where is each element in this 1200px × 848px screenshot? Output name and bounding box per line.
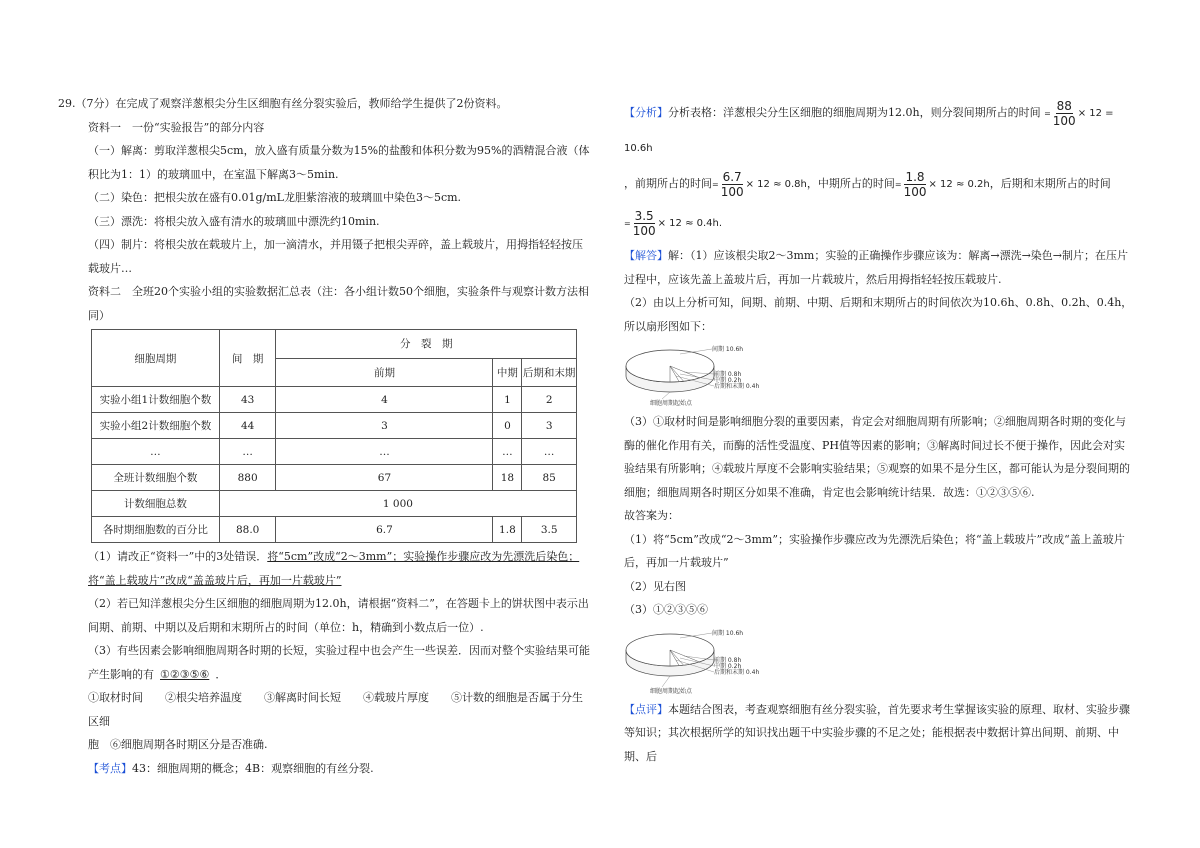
jieda-tag: 【解答】 — [624, 249, 668, 262]
pie-label-interphase: 间期 10.6h — [712, 346, 744, 353]
answer-blank-3: ①②③⑤⑥ — [160, 667, 210, 681]
answer-title: 故答案为： — [624, 509, 679, 522]
data-table — [91, 329, 577, 543]
table-row: 实验小组1计数细胞个数 43 4 1 2 — [92, 387, 577, 413]
fraction-metaphase: $\frac{1.8}{100}$ — [903, 169, 927, 199]
material2-title: 资料二 全班20个实验小组的实验数据汇总表（注：各小组计数50个细胞，实验条件与观察计数方法相同） — [88, 285, 589, 322]
pie-label-anaphase: 后期和末期 0.4h — [714, 383, 760, 390]
pie-chart-2 — [624, 626, 774, 696]
analysis-intro: 【分析】分析表格：洋葱根尖分生区细胞的细胞周期为12.0h，则分裂间期所占的时间 = $\frac{88}{100}$ × 12 = 10.6h — [624, 98, 1114, 154]
fraction-prophase: $\frac{6.7}{100}$ — [720, 169, 744, 199]
pie-chart-1 — [624, 342, 774, 408]
step-dissociation: （一）解离：剪取洋葱根尖5cm，放入盛有质量分数为15%的盐酸和体积分数为95%的酒精混合液（体积比为1：1）的玻璃皿中，在室温下解离3～5min. — [88, 144, 590, 181]
question-column — [58, 92, 592, 780]
fraction-interphase: $\frac{88}{100}$ — [1052, 98, 1076, 128]
table-row: 计数细胞总数 1 000 — [92, 491, 577, 517]
subquestion-1-cont: 将“盖上载玻片”改成“盖盖玻片后，再加一片载玻片” — [88, 573, 342, 587]
question-header: 29.（7分）在完成了观察洋葱根尖分生区细胞有丝分裂实验后，教师给学生提供了2份资料。 — [58, 97, 508, 110]
table-row: 各时期细胞数的百分比 88.0 6.7 1.8 3.5 — [92, 517, 577, 543]
fraction-anaphase: $\frac{3.5}{100}$ — [632, 208, 656, 238]
jieda-3: （3）①取材时间是影响细胞分裂的重要因素，肯定会对细胞周期有所影响；②细胞周期各时期的变化与酶的催化作用有关，而酶的活性受温度、PH值等因素的影响；③解离时间过长不便于操作，因此会对实验结果有所影响；④载玻片厚度不会影响实验结果；⑤观察的如果不是分生区，都可能认为是分裂间期的细胞；细胞周期各时期区分如果不准确，肯定也会影响统计结果．故选：①②③⑤⑥. — [624, 415, 1130, 499]
header-cycle: 细胞周期 — [92, 330, 220, 387]
pie-slices — [626, 349, 714, 399]
answer-blank-1: 将“5cm”改成“2～3mm”；实验操作步骤应改为先漂洗后染色； — [267, 550, 580, 563]
header-anaphase: 后期和末期 — [522, 358, 577, 387]
pie-leader-line — [662, 676, 670, 687]
jieda-1: 【解答】解：（1）应该根尖取2～3mm；实验的正确操作步骤应该为：解离→漂洗→染色→制片；在压片过程中，应该先盖上盖玻片后，再加一片载玻片，然后用拇指轻轻按压载玻片. — [624, 249, 1129, 286]
dianping-tag: 【点评】 — [624, 702, 668, 716]
kaodian: 【考点】43：细胞周期的概念；4B：观察细胞的有丝分裂. — [88, 761, 374, 775]
analysis-line-2: ，前期所占的时间= $\frac{6.7}{100}$ × 12 ≈ 0.8h，中期所占的时间= $\frac{1.8}{100}$ × 12 ≈ 0.2h，后期和末期所占的时间 — [624, 169, 1111, 199]
step-slide-making: （四）制片：将根尖放在载玻片上，加一滴清水，并用镊子把根尖弄碎，盖上载玻片，用拇指轻轻按压载玻片… — [88, 238, 583, 275]
answer-2: （2）见右图 — [624, 579, 686, 593]
pie-slices — [626, 633, 714, 687]
step-staining: （二）染色：把根尖放在盛有0.01g/mL龙胆紫溶液的玻璃皿中染色3～5cm. — [88, 191, 462, 204]
table-row: 实验小组2计数细胞个数 44 3 0 3 — [92, 413, 577, 439]
table-row: … … … … … — [92, 439, 577, 465]
kaodian-tag: 【考点】 — [88, 761, 132, 775]
jieda-2: （2）由以上分析可知，间期、前期、中期、后期和末期所占的时间依次为10.6h、0.8h、0.2h、0.4h，所以扇形图如下： — [624, 296, 1133, 333]
pie-label-metaphase: 中期 0.2h — [714, 377, 742, 384]
analysis-column — [624, 96, 1134, 768]
subquestion-1: （1）请改正“资料一”中的3处错误．将“5cm”改成“2～3mm”；实验操作步骤应改为先漂洗后染色； — [88, 550, 580, 563]
pie-label-prophase: 前期 0.8h — [714, 656, 742, 664]
header-interphase: 间 期 — [219, 330, 276, 387]
header-prophase: 前期 — [276, 358, 493, 387]
dianping: 【点评】本题结合图表，考查观察细胞有丝分裂实验，首先要求考生掌握该实验的原理、取材、实验步骤等知识；其次根据所学的知识找出题干中实验步骤的不足之处；能根据表中数据计算出间期、前期、中期、后 — [624, 702, 1130, 763]
pie-caption: 细胞周期起始点 — [650, 400, 693, 407]
pie-label-interphase: 间期 10.6h — [712, 629, 744, 637]
subquestion-3: （3）有些因素会影响细胞周期各时期的长短，实验过程中也会产生一些误差．因而对整个实验结果可能产生影响的有 ①②③⑤⑥ ． — [88, 644, 590, 681]
subquestion-2: （2）若已知洋葱根尖分生区细胞的细胞周期为12.0h，请根据“资料二”，在答题卡上的饼状图中表示出间期、前期、中期以及后期和末期所占的时间（单位：h，精确到小数点后一位）. — [88, 597, 589, 634]
pie-label-metaphase: 中期 0.2h — [714, 662, 742, 670]
header-metaphase: 中期 — [493, 358, 522, 387]
header-division: 分 裂 期 — [276, 330, 577, 359]
options-line-2: 胞 ⑥细胞周期各时期区分是否准确. — [88, 738, 268, 751]
table-row: 全班计数细胞个数 880 67 18 85 — [92, 465, 577, 491]
material1-title: 资料一 一份“实验报告”的部分内容 — [88, 120, 265, 134]
options-line-1: ①取材时间 ②根尖培养温度 ③解离时间长短 ④载玻片厚度 ⑤计数的细胞是否属于分生区细 — [88, 691, 583, 728]
pie-leader-line — [662, 392, 670, 399]
pie-caption: 细胞周期起始点 — [650, 687, 693, 695]
pie-label-prophase: 前期 0.8h — [714, 371, 742, 378]
answer-1: （1）将“5cm”改成“2～3mm”；实验操作步骤应改为先漂洗后染色；将“盖上载玻片”改成“盖上盖玻片后，再加一片载玻片” — [624, 532, 1125, 569]
fenxi-tag: 【分析】 — [624, 106, 668, 119]
analysis-line-3: = $\frac{3.5}{100}$ × 12 ≈ 0.4h. — [624, 208, 723, 238]
step-rinsing: （三）漂洗：将根尖放入盛有清水的玻璃皿中漂洗约10min. — [88, 214, 380, 228]
pie-label-anaphase: 后期和末期 0.4h — [714, 668, 760, 676]
answer-3: （3）①②③⑤⑥ — [624, 603, 708, 616]
